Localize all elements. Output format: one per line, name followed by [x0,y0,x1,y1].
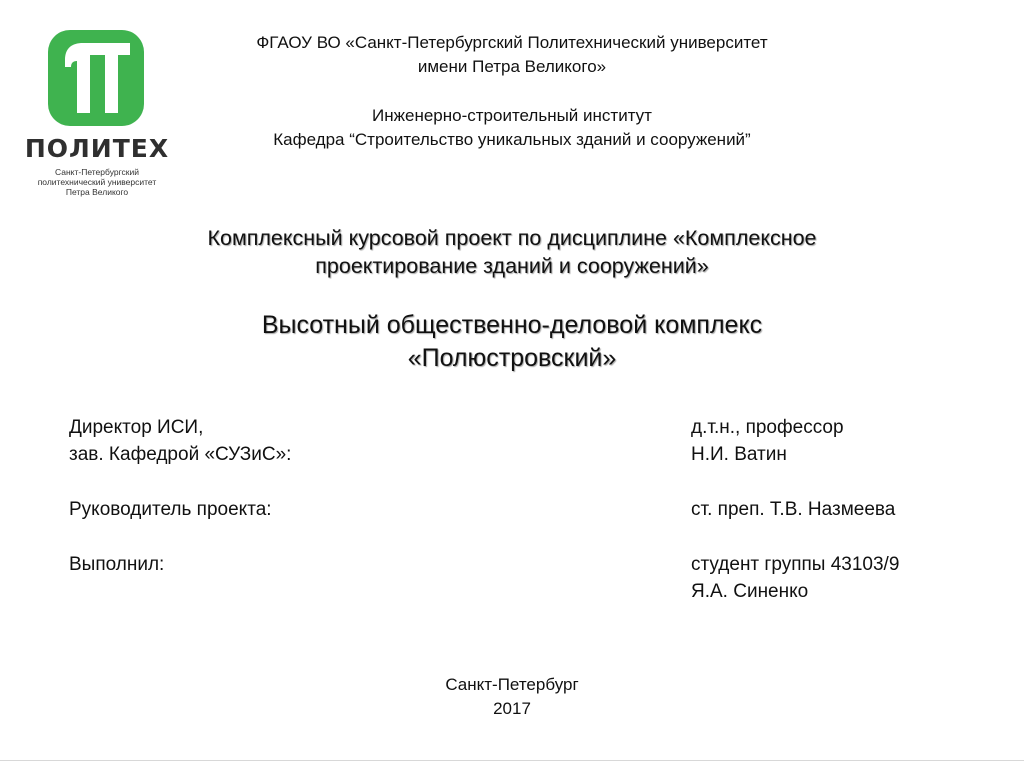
politech-logo [22,30,172,205]
header-line-department: Кафедра “Строительство уникальных зданий и сооружений” [273,130,751,149]
director-degree: д.т.н., профессор [691,417,844,438]
project-subtitle-line-2: «Полюстровский» [407,344,617,372]
footer-city: Санкт-Петербург [445,675,579,694]
director-label-1: Директор ИСИ, [69,417,204,438]
author-group: студент группы 43103/9 [691,554,900,575]
slide-bottom-divider [0,760,1024,761]
director-label-2: зав. Кафедрой «СУЗиС»: [69,444,292,465]
supervisor-name: ст. преп. Т.В. Назмеева [691,499,896,520]
director-name: Н.И. Ватин [691,444,787,465]
supervisor-label: Руководитель проекта: [69,499,272,520]
pi-letter-logo-icon [48,30,144,126]
logo-subtitle: Санкт-Петербургский политехнический университет Петра Великого [37,167,157,197]
footer-year: 2017 [493,699,531,718]
author-label: Выполнил: [69,554,165,575]
header-line-institute: Инженерно-строительный институт [372,106,652,125]
author-name: Я.А. Синенко [691,581,809,602]
project-title-line-2: проектирование зданий и сооружений» [315,254,709,278]
logo-wordmark: ПОЛИТЕХ [24,134,170,163]
project-subtitle-line-1: Высотный общественно-деловой комплекс [261,311,763,339]
project-title-line-1: Комплексный курсовой проект по дисциплине «Комплексное [207,226,817,250]
header-line-university: ФГАОУ ВО «Санкт-Петербургский Политехнический университет [256,33,768,52]
header-line-university-name: имени Петра Великого» [417,57,607,76]
